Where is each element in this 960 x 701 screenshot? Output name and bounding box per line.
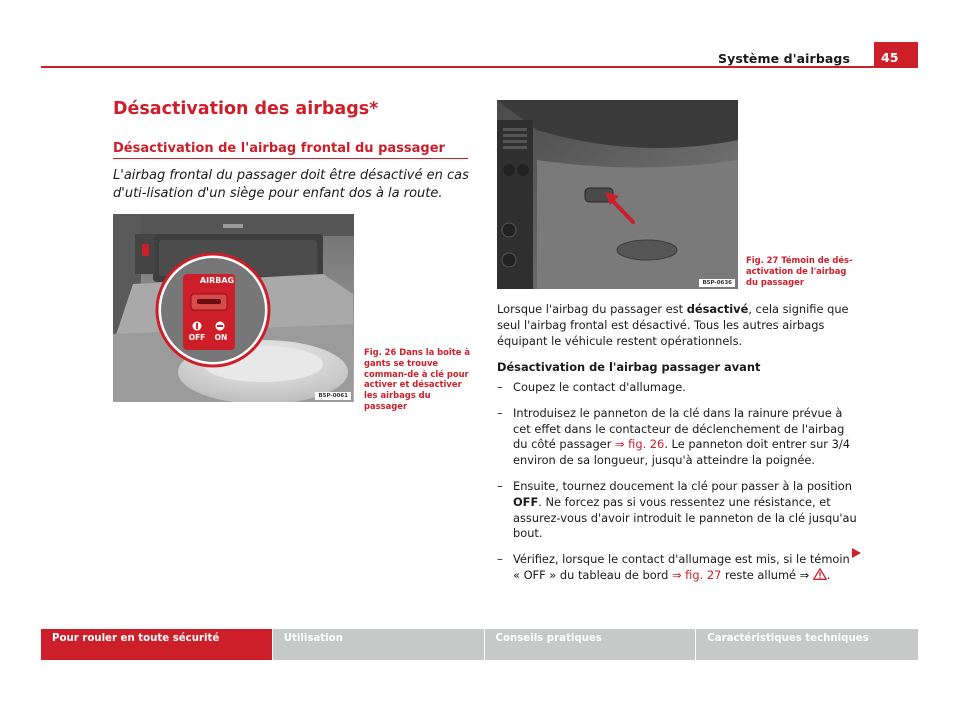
figure-26-code: B5P-0061 [315, 392, 351, 400]
next-page-arrow-icon[interactable] [852, 548, 861, 558]
paragraph-text: Lorsque l'airbag du passager est [497, 302, 687, 316]
footer-navigation [41, 629, 918, 660]
step-text: . [826, 567, 831, 582]
list-dash: – [497, 380, 503, 394]
figure-27-link[interactable]: ⇒ fig. 27 [672, 567, 722, 582]
list-dash: – [497, 405, 503, 420]
section-title: Désactivation des airbags* [113, 99, 379, 119]
figure-27-caption: Fig. 27 Témoin de dés-activation de l'airbag du passager [746, 255, 853, 287]
intro-paragraph: L'airbag frontal du passager doit être désactivé en cas d'uti-lisation d'un siège pour enfant dos à la route. [113, 168, 469, 201]
step-text: Vérifiez, lorsque le contact d'allumage est mis, si le témoin « OFF » du tableau de bord [513, 552, 850, 582]
figure-26-caption: Fig. 26 Dans la boîte à gants se trouve comman-de à clé pour activer et désactiver les airbags du passager [364, 347, 471, 411]
footer-tab-technical-specs[interactable]: Caractéristiques techniques [696, 629, 918, 660]
figure-26-link[interactable]: ⇒ fig. 26 [615, 437, 665, 452]
step-text: Coupez le contact d'allumage. [513, 380, 686, 394]
step-bold-term: OFF [513, 494, 539, 509]
footer-tab-safety[interactable]: Pour rouler en toute sécurité [41, 629, 272, 660]
paragraph-text: , cela signifie que seul l'airbag frontal est désactivé. Tous les autres airbags équipant le véhicule restent opérationnels. [497, 302, 849, 348]
step-text: . Le panneton doit entrer sur 3/4 environ de sa longueur, jusqu'à atteindre la poignée. [513, 437, 850, 468]
deactivation-paragraph [497, 302, 857, 349]
figure-27-dashboard-photo [497, 100, 738, 289]
list-item [497, 479, 857, 542]
procedure-heading: Désactivation de l'airbag passager avant [497, 360, 761, 374]
header-rule [41, 66, 918, 68]
step-text: Ensuite, tournez doucement la clé pour passer à la position [513, 478, 852, 493]
figure-27-code: B5P-0636 [699, 279, 735, 287]
list-item [497, 380, 857, 396]
subtitle-rule [113, 158, 468, 159]
step-text: Introduisez le panneton de la clé dans la rainure prévue à cet effet dans le contacteur de déclenchement de l'airbag du côté passager [513, 405, 845, 452]
step-text: reste allumé ⇒ [721, 567, 813, 582]
paragraph-bold-term: désactivé [686, 302, 749, 316]
footer-tab-practical-tips[interactable]: Conseils pratiques [485, 629, 696, 660]
procedure-steps [497, 380, 857, 594]
warning-triangle-icon[interactable] [813, 568, 827, 580]
section-subtitle: Désactivation de l'airbag frontal du passager [113, 141, 445, 156]
page-number: 45 [874, 42, 918, 67]
switch-off-label: OFF [188, 333, 206, 342]
list-item [497, 406, 857, 469]
step-text: . Ne forcez pas si vous ressentez une résistance, et assurez-vous d'avoir introduit le panneton de la clé jusqu'au bout. [513, 494, 857, 541]
running-header-title: Système d'airbags [717, 51, 850, 66]
list-dash: – [497, 478, 503, 493]
list-dash: – [497, 552, 503, 567]
figure-26-glovebox-photo [113, 214, 354, 402]
airbag-switch-label: AIRBAG [199, 276, 235, 285]
switch-on-label: ON [214, 333, 228, 342]
list-item [497, 552, 857, 584]
footer-tab-operation[interactable]: Utilisation [273, 629, 484, 660]
